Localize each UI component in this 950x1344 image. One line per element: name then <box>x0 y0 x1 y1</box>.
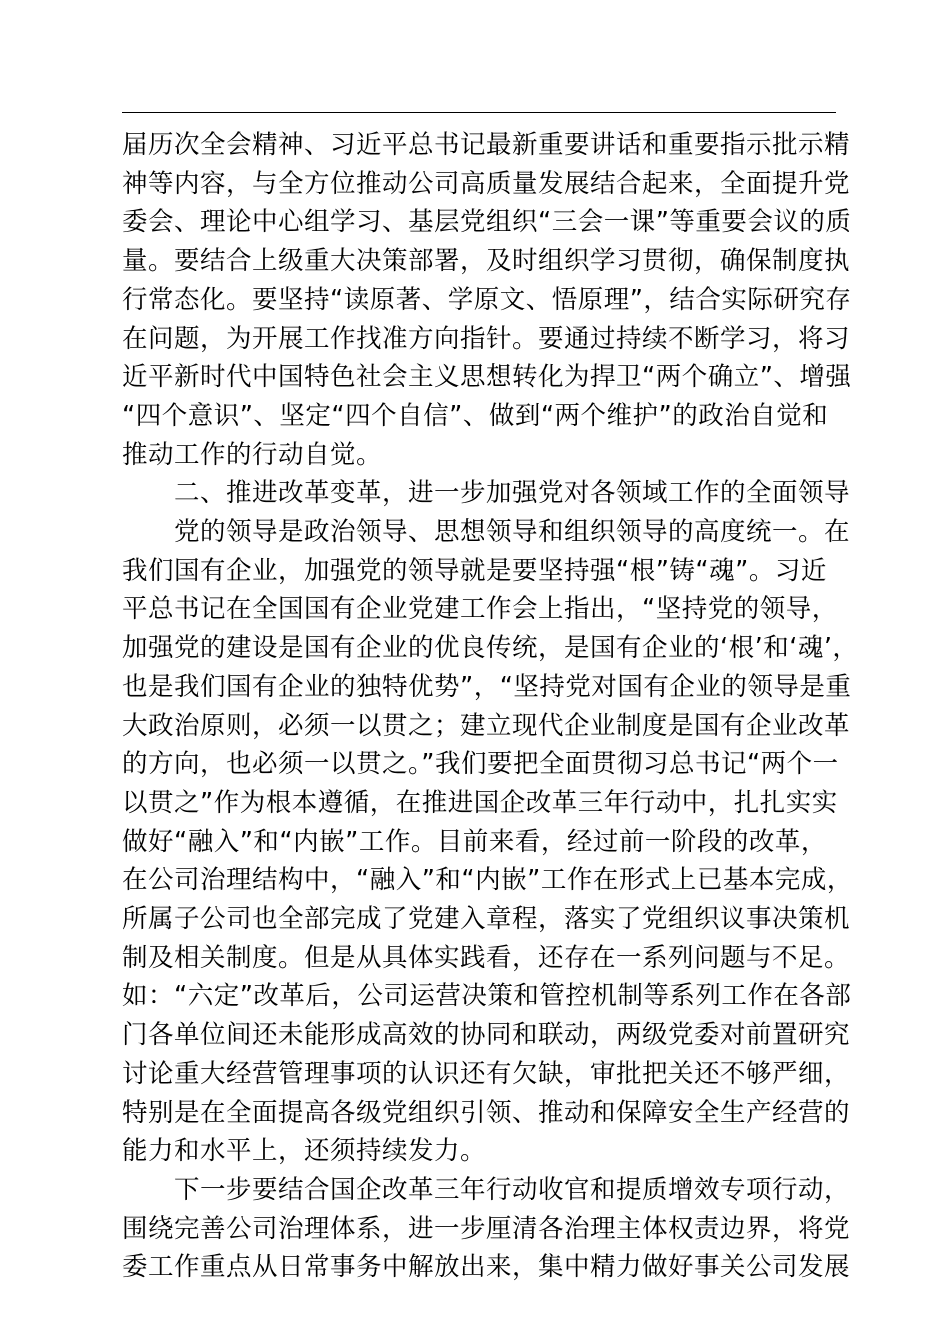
text-line: 能力和水平上，还须持续发力。 <box>122 1136 487 1167</box>
text-line: 特别是在全面提高各级党组织引领、推动和保障安全生产经营的 <box>122 1097 851 1128</box>
text-line: 行常态化。要坚持“读原著、学原文、悟原理”，结合实际研究存 <box>122 284 852 315</box>
text-line: 大政治原则，必须一以贯之；建立现代企业制度是国有企业改革 <box>122 710 851 741</box>
text-line: 在问题，为开展工作找准方向指针。要通过持续不断学习，将习 <box>122 323 851 354</box>
text-line: 委工作重点从日常事务中解放出来，集中精力做好事关公司发展 <box>122 1252 851 1283</box>
text-line: 如：“六定”改革后，公司运营决策和管控机制等系列工作在各部 <box>122 981 852 1012</box>
text-line: 的方向，也必须一以贯之。”我们要把全面贯彻习总书记“两个一 <box>122 749 839 780</box>
text-line: 以贯之”作为根本遵循，在推进国企改革三年行动中，扎扎实实 <box>122 787 838 818</box>
text-line: 推动工作的行动自觉。 <box>122 439 383 470</box>
text-line: 也是我们国有企业的独特优势”，“坚持党对国有企业的领导是重 <box>122 671 852 702</box>
text-line: 量。要结合上级重大决策部署，及时组织学习贯彻，确保制度执 <box>122 246 851 277</box>
header-rule <box>122 112 836 113</box>
text-line: 加强党的建设是国有企业的优良传统，是国有企业的‘根’和‘魂’， <box>122 633 859 664</box>
text-line: 所属子公司也全部完成了党建入章程，落实了党组织议事决策机 <box>122 904 851 935</box>
text-line: 平总书记在全国国有企业党建工作会上指出，“坚持党的领导， <box>122 594 838 625</box>
text-line: 党的领导是政治领导、思想领导和组织领导的高度统一。在 <box>174 517 851 548</box>
body-text <box>122 126 859 1287</box>
text-line: 近平新时代中国特色社会主义思想转化为捍卫“两个确立”、增强 <box>122 362 852 393</box>
text-line: 围绕完善公司治理体系，进一步厘清各治理主体权责边界，将党 <box>122 1213 851 1244</box>
text-line: 二、推进改革变革，进一步加强党对各领域工作的全面领导 <box>174 478 851 509</box>
text-line: 门各单位间还未能形成高效的协同和联动，两级党委对前置研究 <box>122 1020 851 1051</box>
text-line: 届历次全会精神、习近平总书记最新重要讲话和重要指示批示精 <box>122 130 851 160</box>
text-line: “四个意识”、坚定“四个自信”、做到“两个维护”的政治自觉和 <box>122 400 829 431</box>
text-line: 神等内容，与全方位推动公司高质量发展结合起来，全面提升党 <box>122 168 851 199</box>
text-line: 下一步要结合国企改革三年行动收官和提质增效专项行动， <box>174 1174 851 1205</box>
text-line: 制及相关制度。但是从具体实践看，还存在一系列问题与不足。 <box>122 942 851 973</box>
text-line: 在公司治理结构中，“融入”和“内嵌”工作在形式上已基本完成， <box>122 865 853 896</box>
text-line: 委会、理论中心组学习、基层党组织“三会一课”等重要会议的质 <box>122 207 852 238</box>
text-line: 讨论重大经营管理事项的认识还有欠缺，审批把关还不够严细， <box>122 1058 851 1089</box>
text-line: 做好“融入”和“内嵌”工作。目前来看，经过前一阶段的改革， <box>122 826 827 857</box>
text-line: 我们国有企业，加强党的领导就是要坚持强“根”铸“魂”。习近 <box>122 555 827 586</box>
